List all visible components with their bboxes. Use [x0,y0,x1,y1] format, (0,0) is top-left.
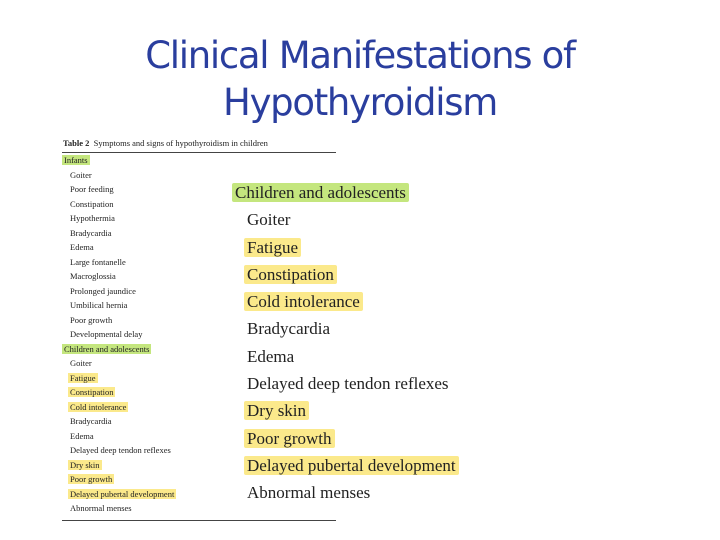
table-row [232,370,459,397]
row-text: Developmental delay [70,329,143,339]
row-text: Abnormal menses [247,483,371,503]
row-text: Goiter [247,210,291,230]
highlighted-text: Constipation [70,387,114,397]
table-caption [62,136,336,150]
highlighted-text: Children and adolescents [232,183,409,202]
row-text: Delayed deep tendon reflexes [70,445,171,455]
table-row [232,452,459,479]
highlighted-text: Delayed pubertal development [70,488,175,499]
row-text: Hypothermia [70,213,115,223]
highlighted-text: Poor growth [70,474,113,484]
row-text: Delayed deep tendon reflexes [247,374,449,394]
slide-title [0,32,720,126]
zoomed-rows [232,179,459,507]
row-text: Large fontanelle [70,256,126,267]
table-section-header [62,153,336,168]
row-text: Edema [247,346,295,366]
highlighted-text: Poor growth [244,429,335,448]
table-row [232,479,459,506]
table-row [232,315,459,342]
table-bottom-rule [62,520,336,521]
highlighted-text: Fatigue [244,238,301,257]
table-section-header [232,179,459,206]
row-text: Poor growth [70,314,113,325]
row-text: Bradycardia [70,227,112,238]
highlighted-text: Infants [64,155,88,165]
row-text: Goiter [70,169,92,180]
table-row [232,288,459,315]
row-text: Abnormal menses [70,503,132,513]
row-text: Prolonged jaundice [70,285,136,296]
row-text: Constipation [70,198,114,209]
row-text: Poor feeding [70,184,114,194]
highlighted-text: Dry skin [70,459,100,470]
slide-title-line-1: Clinical Manifestations of [145,34,575,77]
highlighted-text: Cold intolerance [244,292,363,311]
row-text: Macroglossia [70,271,116,281]
highlighted-text: Cold intolerance [70,401,127,412]
table-row [232,425,459,452]
table-row [232,206,459,233]
highlighted-text: Children and adolescents [64,343,150,354]
zoomed-excerpt [232,179,459,507]
highlighted-text: Delayed pubertal development [244,456,459,475]
highlighted-text: Constipation [244,265,337,284]
table-caption-text: Symptoms and signs of hypothyroidism in children [93,138,268,148]
table-row [232,234,459,261]
row-text: Umbilical hernia [70,300,128,310]
row-text: Edema [70,242,94,252]
highlighted-text: Dry skin [244,401,309,420]
slide-title-line-2: Hypothyroidism [223,81,497,124]
table-row [232,261,459,288]
row-text: Edema [70,430,94,441]
table-row [232,343,459,370]
table-caption-label: Table 2 [63,138,90,148]
row-text: Bradycardia [247,319,331,339]
table-row [232,397,459,424]
row-text: Goiter [70,358,92,368]
row-text: Bradycardia [70,416,112,426]
highlighted-text: Fatigue [70,372,96,383]
